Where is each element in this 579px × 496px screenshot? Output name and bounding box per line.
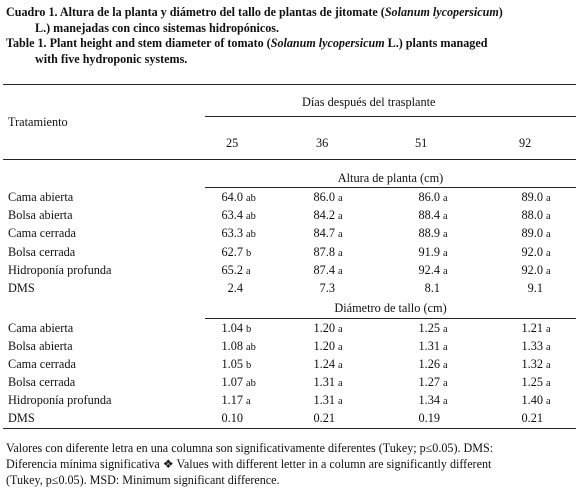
caption-en-species: Solanum lycopersicum [270, 36, 385, 51]
cell-value: 1.24 [313, 357, 335, 371]
day-header-25: 25 [226, 136, 239, 150]
significance-letter: a [338, 396, 343, 407]
table-cell [300, 375, 343, 391]
header-bottom-rule [3, 159, 576, 160]
cell-value: 1.33 [521, 339, 543, 353]
table-cell [405, 208, 448, 224]
group-header-underline [205, 116, 576, 117]
significance-letter [335, 414, 338, 425]
significance-letter: b [246, 360, 252, 371]
table-cell [208, 375, 256, 391]
row-label: Cama abierta [8, 190, 74, 204]
cell-value: 65.2 [221, 262, 243, 277]
table-cell [208, 411, 246, 427]
cell-value: 91.9 [418, 244, 440, 259]
significance-letter: ab [246, 342, 256, 353]
cell-value: 0.10 [221, 411, 243, 425]
cell-value: 1.05 [221, 357, 243, 371]
cell-value: 1.25 [418, 321, 440, 335]
table-cell [300, 339, 343, 355]
row-label: DMS [8, 281, 35, 295]
significance-letter: a [443, 193, 448, 204]
cell-value: 84.7 [313, 226, 335, 241]
significance-letter: a [338, 247, 343, 259]
cell-value: 63.3 [221, 226, 243, 241]
table-cell [508, 190, 551, 206]
table-cell [508, 411, 546, 427]
cell-value: 1.31 [418, 339, 440, 353]
significance-letter: a [546, 229, 551, 241]
significance-letter [335, 284, 338, 295]
table-cell [208, 321, 251, 337]
cell-value: 1.04 [221, 321, 243, 335]
cell-value: 1.21 [521, 321, 543, 335]
table-cell [300, 263, 343, 279]
table-cell [508, 321, 551, 337]
table-cell [405, 393, 448, 409]
table-cell [300, 393, 343, 409]
cell-value: 1.25 [521, 375, 543, 389]
cell-value: 0.21 [521, 411, 543, 425]
significance-letter: a [546, 360, 551, 371]
row-label: Bolsa cerrada [8, 244, 76, 259]
table-cell [208, 263, 251, 279]
section-underline-diameter [205, 318, 576, 319]
cell-value: 63.4 [221, 208, 243, 223]
cell-value: 88.4 [418, 208, 440, 223]
cell-value: 1.27 [418, 375, 440, 389]
table-cell [208, 245, 251, 261]
table-cell [405, 245, 448, 261]
caption-en-text-post: L.) plants managed [384, 36, 488, 51]
significance-letter: a [338, 360, 343, 371]
table-cell [405, 226, 448, 242]
caption-en-text: Table 1. Plant height and stem diameter of tomato ( [6, 36, 271, 51]
significance-letter [543, 414, 546, 425]
table-cell [405, 263, 448, 279]
significance-letter [440, 414, 443, 425]
table-cell [508, 263, 551, 279]
table-cell [508, 339, 551, 355]
table-cell [208, 357, 251, 373]
significance-letter [243, 414, 246, 425]
significance-letter: ab [246, 229, 256, 241]
table-cell [508, 281, 546, 297]
cell-value: 1.31 [313, 393, 335, 407]
cell-value: 92.4 [418, 262, 440, 277]
significance-letter: a [443, 360, 448, 371]
cell-value: 1.34 [418, 393, 440, 407]
cell-value: 1.20 [313, 321, 335, 335]
significance-letter [243, 284, 246, 295]
cell-value: 2.4 [227, 281, 243, 295]
table-caption [6, 5, 576, 68]
cell-value: 87.4 [313, 262, 335, 277]
cell-value: 89.0 [521, 190, 543, 204]
significance-letter: a [546, 342, 551, 353]
row-label: DMS [8, 411, 35, 425]
significance-letter: b [246, 247, 252, 259]
table-cell [208, 208, 256, 224]
cell-value: 92.0 [521, 244, 543, 259]
significance-letter: ab [246, 378, 256, 389]
table-cell [508, 393, 551, 409]
cell-value: 0.19 [418, 411, 440, 425]
caption-es-line-2: L.) manejadas con cinco sistemas hidropónicos. [35, 20, 280, 35]
cell-value: 1.07 [221, 375, 243, 389]
significance-letter: a [546, 265, 551, 277]
significance-letter: a [338, 193, 343, 204]
section-title-diameter: Diámetro de tallo (cm) [334, 301, 447, 315]
table-cell [300, 190, 343, 206]
significance-letter: a [443, 247, 448, 259]
top-rule [3, 84, 576, 85]
caption-es-line-1: Cuadro 1. Altura de la planta y diámetro del tallo de plantas de jitomate (Solanum lycopersicum) [6, 5, 503, 19]
table-cell [508, 226, 551, 242]
significance-letter: a [443, 211, 448, 223]
cell-value: 88.0 [521, 208, 543, 223]
table-cell [300, 357, 343, 373]
day-header-92: 92 [519, 136, 532, 150]
days-group-header: Días después del trasplante [302, 95, 436, 109]
table-cell [508, 245, 551, 261]
cell-value: 8.1 [424, 281, 440, 295]
table-cell [208, 393, 251, 409]
table-cell [405, 190, 448, 206]
day-header-36: 36 [316, 136, 329, 150]
significance-letter: a [443, 229, 448, 241]
cell-value: 0.21 [313, 411, 335, 425]
significance-letter: a [546, 396, 551, 407]
significance-letter: a [546, 211, 551, 223]
caption-es-species: Solanum lycopersicum [384, 5, 499, 19]
significance-letter: a [246, 396, 251, 407]
table-cell [508, 357, 551, 373]
caption-en-line-1 [6, 36, 576, 52]
cell-value: 89.0 [521, 226, 543, 241]
significance-letter: a [443, 324, 448, 335]
cell-value: 1.26 [418, 357, 440, 371]
treatment-column-header: Tratamiento [8, 115, 68, 129]
cell-value: 1.31 [313, 375, 335, 389]
significance-letter: a [546, 324, 551, 335]
table-cell [508, 208, 551, 224]
table-cell [405, 357, 448, 373]
significance-letter: a [246, 265, 251, 277]
significance-letter: a [443, 342, 448, 353]
table-cell [208, 281, 246, 297]
caption-en-line-2: with five hydroponic systems. [35, 52, 188, 67]
cell-value: 88.9 [418, 226, 440, 241]
cell-value: 1.20 [313, 339, 335, 353]
significance-letter: a [546, 378, 551, 389]
cell-value: 9.1 [527, 281, 543, 295]
significance-letter: a [443, 396, 448, 407]
cell-value: 84.2 [313, 208, 335, 223]
significance-letter: a [338, 211, 343, 223]
cell-value: 1.32 [521, 357, 543, 371]
table-cell [300, 208, 343, 224]
cell-value: 86.0 [313, 190, 335, 204]
significance-letter [440, 284, 443, 295]
significance-letter: a [546, 193, 551, 204]
significance-letter: a [338, 324, 343, 335]
significance-letter: a [338, 265, 343, 277]
table-cell [405, 411, 443, 427]
significance-letter: a [338, 378, 343, 389]
significance-letter: b [246, 324, 252, 335]
section-title-height: Altura de planta (cm) [337, 171, 444, 185]
table-cell [208, 339, 256, 355]
table-cell [300, 411, 338, 427]
section-underline-height [205, 187, 576, 188]
table-cell [208, 226, 256, 242]
cell-value: 1.17 [221, 393, 243, 407]
day-header-51: 51 [415, 136, 428, 150]
table-cell [300, 226, 343, 242]
row-label: Bolsa abierta [8, 339, 73, 353]
cell-value: 64.0 [221, 190, 243, 204]
table-cell [405, 281, 443, 297]
table-cell [300, 245, 343, 261]
significance-letter: a [443, 378, 448, 389]
significance-letter [543, 284, 546, 295]
row-label: Cama abierta [8, 321, 74, 335]
cell-value: 1.08 [221, 339, 243, 353]
footnote-line-2: Diferencia mínima significativa ❖ Values with different letter in a column are significantly different [6, 457, 492, 472]
table-cell [508, 375, 551, 391]
significance-letter: a [546, 247, 551, 259]
table-cell [405, 339, 448, 355]
row-label: Bolsa abierta [8, 208, 73, 223]
table-cell [405, 375, 448, 391]
significance-letter: a [338, 342, 343, 353]
row-label: Hidroponía profunda [8, 262, 112, 277]
table-cell [300, 321, 343, 337]
table-cell [300, 281, 338, 297]
row-label: Cama cerrada [8, 357, 76, 371]
row-label: Cama cerrada [8, 226, 76, 241]
cell-value: 62.7 [221, 244, 243, 259]
significance-letter: a [443, 265, 448, 277]
footnote-line-3: (Tukey, p≤0.05). MSD: Minimum significant difference. [6, 473, 280, 488]
cell-value: 1.40 [521, 393, 543, 407]
table-cell [405, 321, 448, 337]
significance-letter: a [338, 229, 343, 241]
row-label: Hidroponía profunda [8, 393, 112, 407]
bottom-rule [3, 428, 576, 429]
caption-es-text: Cuadro 1. Altura de la planta y diámetro del tallo de plantas de jitomate ( [6, 5, 385, 19]
cell-value: 92.0 [521, 262, 543, 277]
cell-value: 86.0 [418, 190, 440, 204]
cell-value: 87.8 [313, 244, 335, 259]
table-footnote [6, 440, 576, 489]
table-cell [208, 190, 256, 206]
row-label: Bolsa cerrada [8, 375, 76, 389]
significance-letter: ab [246, 211, 256, 223]
footnote-line-1: Valores con diferente letra en una columna son significativamente diferentes (Tukey; p≤0.05). DMS: [6, 441, 494, 455]
significance-letter: ab [246, 193, 256, 204]
cell-value: 7.3 [319, 281, 335, 295]
